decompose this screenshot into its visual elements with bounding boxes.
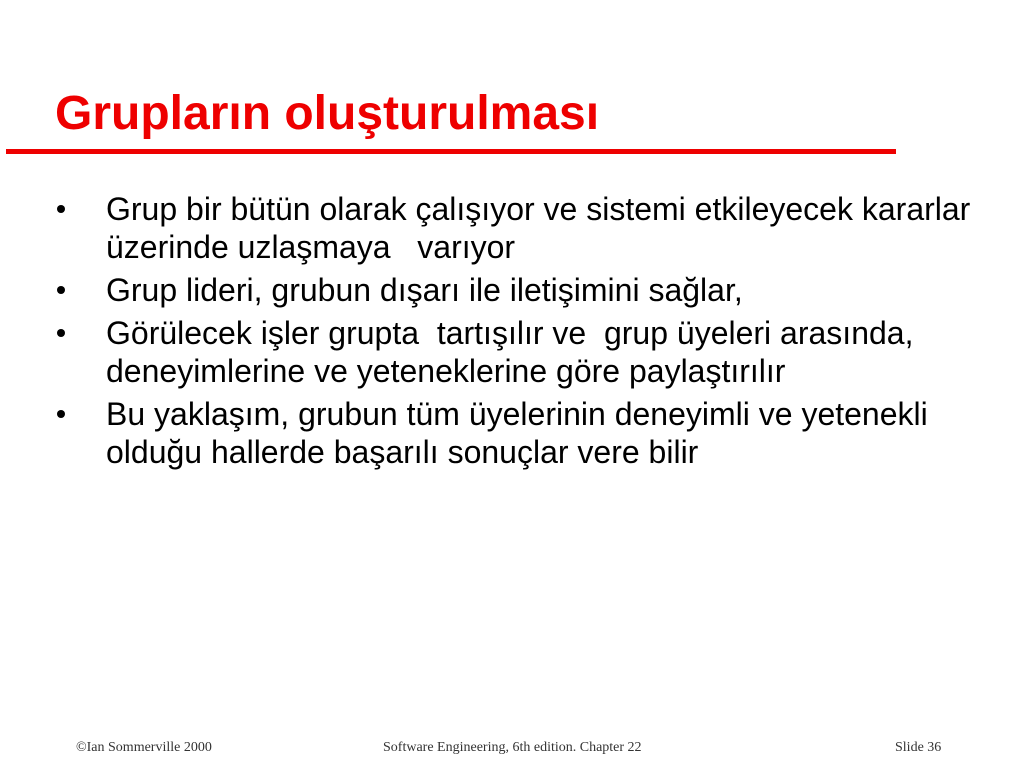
- footer-slide-number: Slide 36: [895, 740, 942, 755]
- footer-copyright: ©Ian Sommerville 2000: [76, 740, 212, 755]
- slide-title: Grupların oluşturulması: [55, 87, 600, 140]
- bullet-dot-icon: [57, 410, 65, 418]
- bullet-dot-icon: [57, 329, 65, 337]
- bullet-item: [0, 271, 1024, 309]
- bullet-item: [0, 395, 1024, 471]
- bullet-dot-icon: [57, 205, 65, 213]
- bullet-list: [0, 190, 1024, 476]
- bullet-item: [0, 190, 1024, 266]
- bullet-item: [0, 314, 1024, 390]
- bullet-text: Bu yaklaşım, grubun tüm üyelerinin deneyimli ve yetenekli olduğu hallerde başarılı sonuçlar vere bilir: [106, 396, 937, 470]
- bullet-text: Görülecek işler grupta tartışılır ve grup üyeleri arasında, deneyimlerine ve yeteneklerine göre paylaştırılır: [106, 315, 923, 389]
- bullet-dot-icon: [57, 286, 65, 294]
- footer-book-title: Software Engineering, 6th edition. Chapter 22: [383, 740, 642, 755]
- bullet-text: Grup lideri, grubun dışarı ile iletişimini sağlar,: [106, 272, 743, 308]
- bullet-text: Grup bir bütün olarak çalışıyor ve sistemi etkileyecek kararlar üzerinde uzlaşmaya varıyor: [106, 191, 980, 265]
- title-underline: [6, 149, 896, 154]
